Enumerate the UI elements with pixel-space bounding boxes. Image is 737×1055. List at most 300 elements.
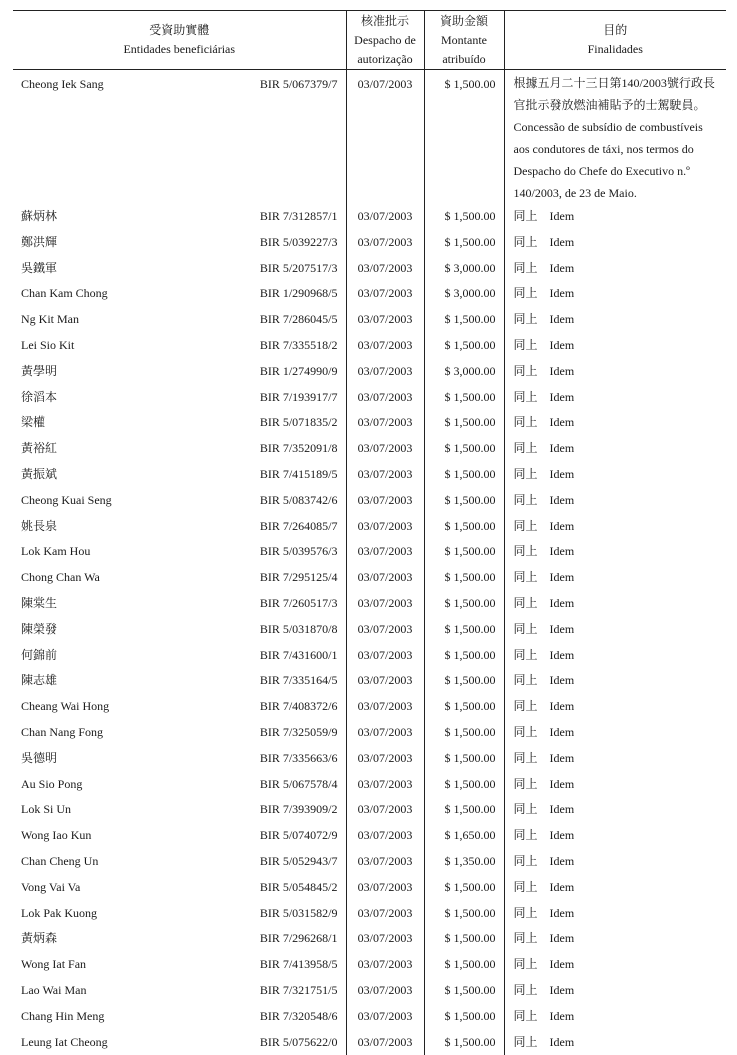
authorization-date: 03/07/2003 — [346, 978, 424, 1004]
authorization-date: 03/07/2003 — [346, 204, 424, 230]
grant-amount: $ 1,500.00 — [424, 617, 504, 643]
entity-wrap — [13, 565, 346, 591]
grant-amount: $ 3,000.00 — [424, 256, 504, 282]
purpose-text — [514, 72, 727, 204]
entity-ref: BIR 5/054845/2 — [260, 875, 338, 901]
entity-name: 陳志雄 — [21, 668, 57, 694]
entity-name: Chan Nang Fong — [21, 720, 103, 746]
idem-pt: Idem — [550, 364, 575, 378]
entity-name: Cheong Kuai Seng — [21, 488, 112, 514]
table-row — [13, 772, 726, 798]
entity-ref: BIR 1/274990/9 — [260, 359, 338, 385]
idem-pt: Idem — [550, 983, 575, 997]
idem-pt: Idem — [550, 338, 575, 352]
purpose-cell — [504, 849, 726, 875]
entity-cell — [13, 385, 346, 411]
entity-ref: BIR 5/074072/9 — [260, 823, 338, 849]
idem-zh: 同上 — [514, 591, 550, 617]
entity-name: 吳鐵軍 — [21, 256, 57, 282]
idem-pt: Idem — [550, 854, 575, 868]
entity-cell — [13, 849, 346, 875]
table-row — [13, 617, 726, 643]
table-row — [13, 1030, 726, 1055]
table-row — [13, 204, 726, 230]
idem-zh: 同上 — [514, 539, 550, 565]
idem-zh: 同上 — [514, 333, 550, 359]
entity-ref: BIR 7/286045/5 — [260, 307, 338, 333]
table-row — [13, 823, 726, 849]
entity-wrap — [13, 875, 346, 901]
entity-name: Wong Iao Kun — [21, 823, 91, 849]
entity-ref: BIR 7/431600/1 — [260, 643, 338, 669]
idem-zh: 同上 — [514, 410, 550, 436]
authorization-date: 03/07/2003 — [346, 668, 424, 694]
header-entity-pt: Entidades beneficiárias — [15, 40, 344, 59]
grant-amount: $ 1,500.00 — [424, 901, 504, 927]
entity-ref: BIR 7/193917/7 — [260, 385, 338, 411]
entity-name: Ng Kit Man — [21, 307, 79, 333]
authorization-date: 03/07/2003 — [346, 514, 424, 540]
entity-name: Cheong Iek Sang — [21, 72, 104, 98]
entity-name: 黃炳森 — [21, 926, 57, 952]
entity-name: 徐滔本 — [21, 385, 57, 411]
idem-pt: Idem — [550, 622, 575, 636]
entity-ref: BIR 7/312857/1 — [260, 204, 338, 230]
grant-amount: $ 1,500.00 — [424, 539, 504, 565]
idem-zh: 同上 — [514, 875, 550, 901]
entity-wrap — [13, 359, 346, 385]
entity-name: Lok Pak Kuong — [21, 901, 97, 927]
entity-name: 姚長泉 — [21, 514, 57, 540]
entity-wrap — [13, 901, 346, 927]
entity-name: Lok Kam Hou — [21, 539, 90, 565]
entity-ref: BIR 5/031582/9 — [260, 901, 338, 927]
table-row — [13, 307, 726, 333]
authorization-date: 03/07/2003 — [346, 952, 424, 978]
grant-amount: $ 1,500.00 — [424, 926, 504, 952]
entity-cell — [13, 204, 346, 230]
entity-name: 梁權 — [21, 410, 45, 436]
idem-zh: 同上 — [514, 901, 550, 927]
entity-cell — [13, 539, 346, 565]
idem-pt: Idem — [550, 957, 575, 971]
table-row — [13, 514, 726, 540]
entity-name: 陳棠生 — [21, 591, 57, 617]
purpose-cell — [504, 385, 726, 411]
table-row — [13, 488, 726, 514]
idem-zh: 同上 — [514, 694, 550, 720]
idem-zh: 同上 — [514, 462, 550, 488]
entity-cell — [13, 1004, 346, 1030]
idem-zh: 同上 — [514, 436, 550, 462]
authorization-date: 03/07/2003 — [346, 643, 424, 669]
entity-ref: BIR 7/325059/9 — [260, 720, 338, 746]
authorization-date: 03/07/2003 — [346, 359, 424, 385]
idem-pt: Idem — [550, 209, 575, 223]
entity-wrap — [13, 978, 346, 1004]
grant-amount: $ 1,500.00 — [424, 514, 504, 540]
table-row — [13, 1004, 726, 1030]
table-row — [13, 797, 726, 823]
grant-amount: $ 1,500.00 — [424, 204, 504, 230]
header-amount-zh: 資助金額 — [427, 12, 502, 31]
table-row — [13, 333, 726, 359]
entity-cell — [13, 591, 346, 617]
grant-amount: $ 1,500.00 — [424, 488, 504, 514]
entity-wrap — [13, 849, 346, 875]
idem-zh: 同上 — [514, 720, 550, 746]
entity-wrap — [13, 1004, 346, 1030]
entity-name: 鄭洪輝 — [21, 230, 57, 256]
idem-pt: Idem — [550, 699, 575, 713]
entity-ref: BIR 7/352091/8 — [260, 436, 338, 462]
entity-ref: BIR 7/335518/2 — [260, 333, 338, 359]
purpose-cell — [504, 565, 726, 591]
entity-cell — [13, 720, 346, 746]
idem-zh: 同上 — [514, 359, 550, 385]
grant-amount: $ 1,500.00 — [424, 462, 504, 488]
grant-amount: $ 1,500.00 — [424, 720, 504, 746]
entity-ref: BIR 7/413958/5 — [260, 952, 338, 978]
table-row — [13, 746, 726, 772]
entity-wrap — [13, 462, 346, 488]
authorization-date: 03/07/2003 — [346, 1004, 424, 1030]
idem-pt: Idem — [550, 596, 575, 610]
entity-wrap — [13, 436, 346, 462]
idem-zh: 同上 — [514, 256, 550, 282]
purpose-cell — [504, 1004, 726, 1030]
purpose-zh: 根據五月二十三日第140/2003號行政長官批示發放燃油補貼予的士駕駛員。 — [514, 72, 721, 116]
entity-wrap — [13, 694, 346, 720]
entity-name: Lok Si Un — [21, 797, 71, 823]
authorization-date: 03/07/2003 — [346, 436, 424, 462]
authorization-date: 03/07/2003 — [346, 565, 424, 591]
purpose-cell — [504, 746, 726, 772]
grant-amount: $ 1,500.00 — [424, 385, 504, 411]
authorization-date: 03/07/2003 — [346, 230, 424, 256]
entity-ref: BIR 7/393909/2 — [260, 797, 338, 823]
purpose-cell — [504, 875, 726, 901]
idem-zh: 同上 — [514, 926, 550, 952]
entity-cell — [13, 926, 346, 952]
authorization-date: 03/07/2003 — [346, 617, 424, 643]
idem-pt: Idem — [550, 1035, 575, 1049]
entity-cell — [13, 617, 346, 643]
authorization-date: 03/07/2003 — [346, 926, 424, 952]
idem-zh: 同上 — [514, 307, 550, 333]
entity-cell — [13, 565, 346, 591]
idem-zh: 同上 — [514, 1030, 550, 1055]
idem-zh: 同上 — [514, 1004, 550, 1030]
entity-ref: BIR 5/039227/3 — [260, 230, 338, 256]
table-row — [13, 952, 726, 978]
purpose-cell — [504, 952, 726, 978]
entity-cell — [13, 436, 346, 462]
entity-cell — [13, 668, 346, 694]
entity-name: 黃振斌 — [21, 462, 57, 488]
grant-amount: $ 1,500.00 — [424, 746, 504, 772]
table-row — [13, 436, 726, 462]
grant-amount: $ 1,500.00 — [424, 875, 504, 901]
entity-name: Lei Sio Kit — [21, 333, 74, 359]
entity-name: Chang Hin Meng — [21, 1004, 104, 1030]
idem-zh: 同上 — [514, 849, 550, 875]
purpose-cell — [504, 823, 726, 849]
idem-pt: Idem — [550, 931, 575, 945]
header-amount — [424, 11, 504, 70]
entity-cell — [13, 359, 346, 385]
entity-cell — [13, 901, 346, 927]
header-date-zh: 核准批示 — [349, 12, 422, 31]
purpose-cell — [504, 1030, 726, 1055]
purpose-cell — [504, 978, 726, 1004]
table-row — [13, 385, 726, 411]
entity-name: 陳榮發 — [21, 617, 57, 643]
entity-name: Cheang Wai Hong — [21, 694, 109, 720]
table-row — [13, 591, 726, 617]
entity-name: Vong Vai Va — [21, 875, 80, 901]
purpose-cell — [504, 797, 726, 823]
idem-pt: Idem — [550, 519, 575, 533]
grants-table — [13, 10, 726, 1055]
entity-ref: BIR 7/295125/4 — [260, 565, 338, 591]
grant-amount: $ 1,500.00 — [424, 772, 504, 798]
entity-name: 何錦前 — [21, 643, 57, 669]
purpose-cell — [504, 539, 726, 565]
purpose-cell — [504, 410, 726, 436]
grant-amount: $ 1,500.00 — [424, 1004, 504, 1030]
table-row — [13, 359, 726, 385]
idem-pt: Idem — [550, 802, 575, 816]
idem-pt: Idem — [550, 777, 575, 791]
entity-wrap — [13, 617, 346, 643]
idem-zh: 同上 — [514, 952, 550, 978]
entity-wrap — [13, 72, 346, 98]
purpose-cell — [504, 359, 726, 385]
authorization-date: 03/07/2003 — [346, 333, 424, 359]
idem-pt: Idem — [550, 312, 575, 326]
authorization-date: 03/07/2003 — [346, 410, 424, 436]
entity-ref: BIR 7/320548/6 — [260, 1004, 338, 1030]
authorization-date: 03/07/2003 — [346, 281, 424, 307]
header-purpose-pt: Finalidades — [507, 40, 725, 59]
entity-wrap — [13, 281, 346, 307]
idem-pt: Idem — [550, 751, 575, 765]
table-row — [13, 849, 726, 875]
entity-ref: BIR 5/083742/6 — [260, 488, 338, 514]
table-header — [13, 11, 726, 70]
entity-name: 吳德明 — [21, 746, 57, 772]
entity-name: 黃學明 — [21, 359, 57, 385]
entity-cell — [13, 875, 346, 901]
purpose-cell — [504, 436, 726, 462]
authorization-date: 03/07/2003 — [346, 307, 424, 333]
entity-cell — [13, 746, 346, 772]
entity-cell — [13, 488, 346, 514]
authorization-date: 03/07/2003 — [346, 901, 424, 927]
entity-wrap — [13, 591, 346, 617]
purpose-cell — [504, 204, 726, 230]
entity-name: Chong Chan Wa — [21, 565, 100, 591]
entity-name: Leung Iat Cheong — [21, 1030, 108, 1055]
grant-amount: $ 1,350.00 — [424, 849, 504, 875]
entity-ref: BIR 7/321751/5 — [260, 978, 338, 1004]
entity-ref: BIR 7/335164/5 — [260, 668, 338, 694]
entity-ref: BIR 7/408372/6 — [260, 694, 338, 720]
entity-cell — [13, 281, 346, 307]
table-row — [13, 694, 726, 720]
grant-amount: $ 1,500.00 — [424, 307, 504, 333]
table-row — [13, 643, 726, 669]
idem-pt: Idem — [550, 673, 575, 687]
entity-name: 黃裕紅 — [21, 436, 57, 462]
authorization-date: 03/07/2003 — [346, 488, 424, 514]
idem-pt: Idem — [550, 467, 575, 481]
table-row — [13, 539, 726, 565]
header-date — [346, 11, 424, 70]
table-row — [13, 978, 726, 1004]
entity-wrap — [13, 926, 346, 952]
entity-ref: BIR 7/415189/5 — [260, 462, 338, 488]
grant-amount: $ 1,500.00 — [424, 952, 504, 978]
grant-amount: $ 1,500.00 — [424, 668, 504, 694]
entity-ref: BIR 5/075622/0 — [260, 1030, 338, 1055]
entity-cell — [13, 410, 346, 436]
entity-wrap — [13, 256, 346, 282]
header-entity — [13, 11, 346, 70]
entity-ref: BIR 5/052943/7 — [260, 849, 338, 875]
entity-ref: BIR 5/031870/8 — [260, 617, 338, 643]
authorization-date: 03/07/2003 — [346, 591, 424, 617]
entity-name: Wong Iat Fan — [21, 952, 86, 978]
idem-zh: 同上 — [514, 643, 550, 669]
entity-cell — [13, 797, 346, 823]
authorization-date: 03/07/2003 — [346, 539, 424, 565]
entity-wrap — [13, 230, 346, 256]
authorization-date: 03/07/2003 — [346, 823, 424, 849]
idem-zh: 同上 — [514, 565, 550, 591]
purpose-cell — [504, 230, 726, 256]
entity-wrap — [13, 307, 346, 333]
purpose-cell — [504, 668, 726, 694]
grant-amount: $ 1,500.00 — [424, 643, 504, 669]
authorization-date: 03/07/2003 — [346, 70, 424, 205]
purpose-cell — [504, 772, 726, 798]
entity-cell — [13, 823, 346, 849]
entity-ref: BIR 5/067379/7 — [260, 72, 338, 98]
entity-wrap — [13, 668, 346, 694]
grant-amount: $ 3,000.00 — [424, 281, 504, 307]
entity-ref: BIR 7/335663/6 — [260, 746, 338, 772]
purpose-cell — [504, 514, 726, 540]
idem-pt: Idem — [550, 286, 575, 300]
purpose-cell — [504, 70, 726, 205]
entity-name: Lao Wai Man — [21, 978, 86, 1004]
table-row — [13, 668, 726, 694]
idem-pt: Idem — [550, 441, 575, 455]
table-body — [13, 70, 726, 1055]
authorization-date: 03/07/2003 — [346, 720, 424, 746]
table-row — [13, 281, 726, 307]
idem-pt: Idem — [550, 880, 575, 894]
table-row — [13, 256, 726, 282]
entity-cell — [13, 978, 346, 1004]
idem-pt: Idem — [550, 390, 575, 404]
grant-amount: $ 1,500.00 — [424, 410, 504, 436]
entity-wrap — [13, 488, 346, 514]
authorization-date: 03/07/2003 — [346, 256, 424, 282]
idem-zh: 同上 — [514, 385, 550, 411]
entity-wrap — [13, 385, 346, 411]
header-amount-pt-1: Montante — [427, 31, 502, 50]
entity-ref: BIR 7/260517/3 — [260, 591, 338, 617]
entity-ref: BIR 5/067578/4 — [260, 772, 338, 798]
purpose-cell — [504, 591, 726, 617]
header-date-pt-2: autorização — [349, 50, 422, 69]
authorization-date: 03/07/2003 — [346, 694, 424, 720]
grant-amount: $ 3,000.00 — [424, 359, 504, 385]
table-row — [13, 565, 726, 591]
entity-name: Au Sio Pong — [21, 772, 82, 798]
entity-cell — [13, 1030, 346, 1055]
idem-pt: Idem — [550, 261, 575, 275]
idem-zh: 同上 — [514, 488, 550, 514]
header-amount-pt-2: atribuído — [427, 50, 502, 69]
entity-wrap — [13, 823, 346, 849]
idem-zh: 同上 — [514, 772, 550, 798]
entity-wrap — [13, 333, 346, 359]
table-row — [13, 70, 726, 205]
grant-amount: $ 1,500.00 — [424, 230, 504, 256]
idem-pt: Idem — [550, 235, 575, 249]
idem-zh: 同上 — [514, 823, 550, 849]
entity-cell — [13, 70, 346, 205]
entity-wrap — [13, 410, 346, 436]
idem-pt: Idem — [550, 544, 575, 558]
header-entity-zh: 受資助實體 — [15, 21, 344, 40]
table-row — [13, 410, 726, 436]
entity-cell — [13, 514, 346, 540]
purpose-cell — [504, 694, 726, 720]
entity-name: 蘇炳林 — [21, 204, 57, 230]
idem-pt: Idem — [550, 828, 575, 842]
entity-wrap — [13, 204, 346, 230]
entity-name: Chan Cheng Un — [21, 849, 98, 875]
table-row — [13, 720, 726, 746]
entity-ref: BIR 7/264085/7 — [260, 514, 338, 540]
entity-cell — [13, 694, 346, 720]
entity-ref: BIR 5/071835/2 — [260, 410, 338, 436]
grant-amount: $ 1,500.00 — [424, 70, 504, 205]
table-row — [13, 926, 726, 952]
entity-ref: BIR 5/207517/3 — [260, 256, 338, 282]
grant-amount: $ 1,500.00 — [424, 591, 504, 617]
idem-pt: Idem — [550, 725, 575, 739]
entity-wrap — [13, 539, 346, 565]
table-row — [13, 230, 726, 256]
idem-zh: 同上 — [514, 204, 550, 230]
purpose-cell — [504, 720, 726, 746]
entity-wrap — [13, 772, 346, 798]
purpose-cell — [504, 901, 726, 927]
grant-amount: $ 1,500.00 — [424, 694, 504, 720]
authorization-date: 03/07/2003 — [346, 1030, 424, 1055]
entity-ref: BIR 5/039576/3 — [260, 539, 338, 565]
entity-ref: BIR 1/290968/5 — [260, 281, 338, 307]
entity-wrap — [13, 514, 346, 540]
authorization-date: 03/07/2003 — [346, 849, 424, 875]
purpose-cell — [504, 462, 726, 488]
